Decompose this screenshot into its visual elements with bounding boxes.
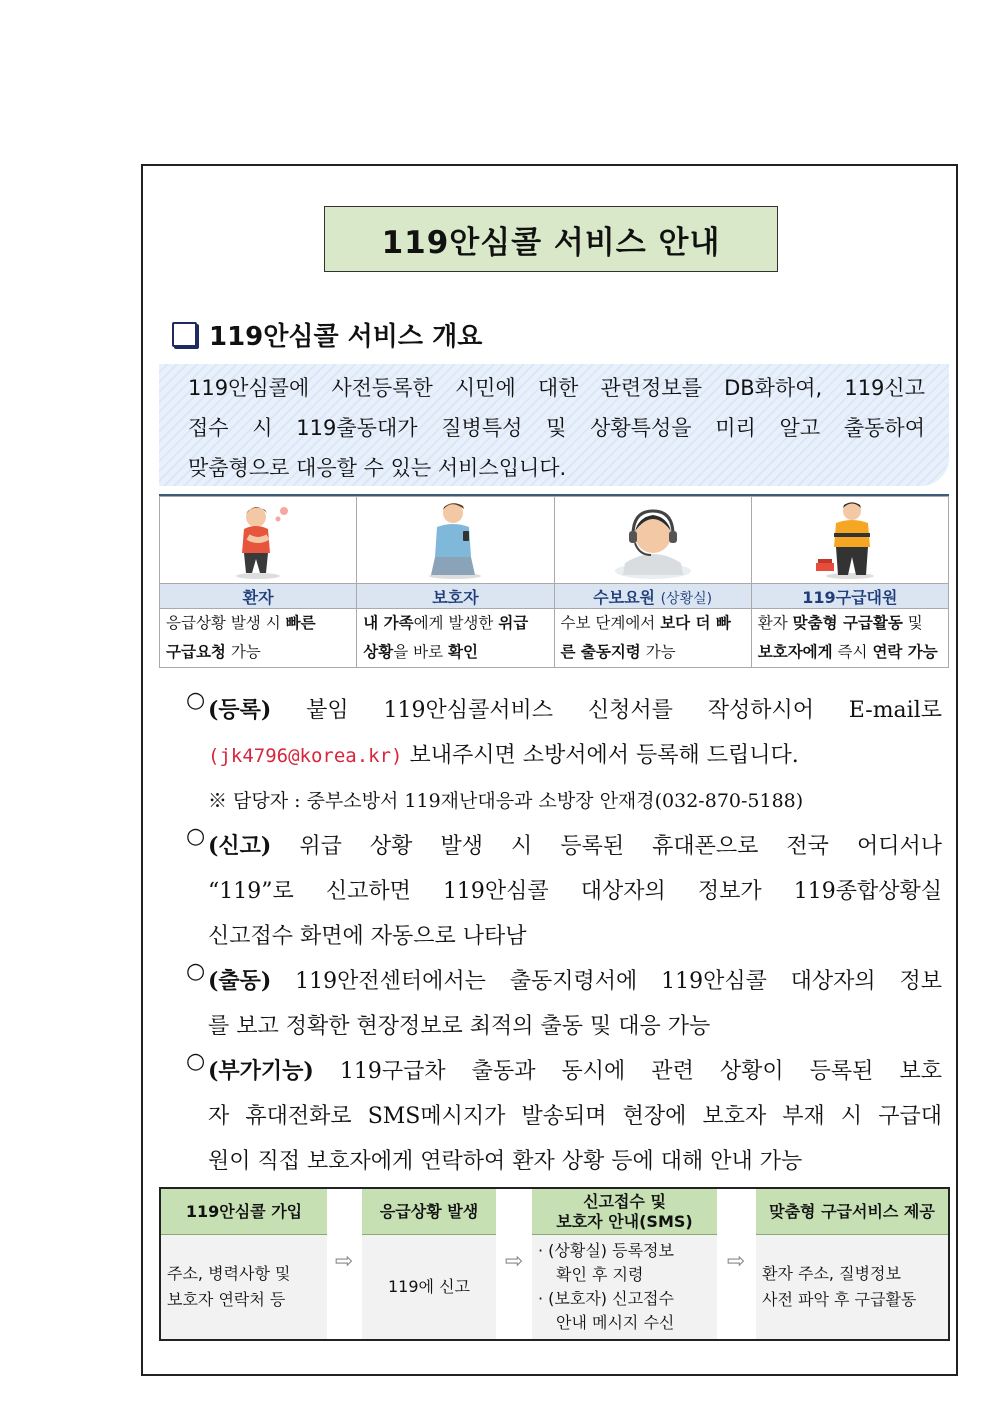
desc-part-bold: 보다 더 빠른 출동지령 xyxy=(560,614,731,661)
desc-part-bold: 연락 가능 xyxy=(872,643,938,661)
flow-step-text: 확인 후 지령 xyxy=(556,1265,644,1284)
role-illustration-cell xyxy=(554,497,751,584)
flow-step-title: 응급상황 발생 xyxy=(362,1189,496,1235)
desc-part-bold: 보호자에게 xyxy=(757,643,833,661)
bullet-tag: (출동) xyxy=(208,968,272,994)
role-label-text: 수보요원 xyxy=(593,587,655,607)
bullet-tag: (등록) xyxy=(208,697,272,723)
contact-note: ※ 담당자 : 중부소방서 119재난대응과 소방장 안재경(032-870-5188) xyxy=(208,790,804,812)
role-label-text: 119구급대원 xyxy=(802,587,898,607)
flow-step-text: 주소, 병력사항 및 xyxy=(167,1264,291,1283)
flow-step-text: · (보호자) 신고접수 xyxy=(538,1289,674,1308)
desc-part: 에게 발생한 xyxy=(413,614,499,632)
role-illustration-cell xyxy=(160,497,357,584)
desc-part: 즉시 xyxy=(832,643,873,661)
email-link[interactable]: (jk4796@korea.kr) xyxy=(208,745,403,767)
overview-line: 접수 시 119출동대가 질병특성 및 상황특성을 미리 알고 출동하여 xyxy=(188,416,925,440)
bullet-tag: (신고) xyxy=(208,833,272,859)
flow-step-text: 119에 신고 xyxy=(388,1277,470,1296)
flow-step-text: 환자 주소, 질병정보 xyxy=(762,1264,901,1283)
flow-step-title-line: 보호자 안내(SMS) xyxy=(556,1211,693,1231)
patient-icon xyxy=(218,497,298,579)
role-description xyxy=(160,609,357,668)
bullet-extra xyxy=(186,1049,942,1184)
role-illustration-cell xyxy=(357,497,554,584)
bullet-circle-icon: ○ xyxy=(186,959,206,984)
role-label-text: 보호자 xyxy=(432,587,479,607)
guardian-icon xyxy=(415,497,495,579)
role-label xyxy=(751,584,948,609)
desc-part-bold: 내 가족 xyxy=(363,614,414,632)
bullet-circle-icon: ○ xyxy=(186,688,206,713)
desc-part-bold: 구급요청 xyxy=(166,643,226,661)
section-heading xyxy=(172,316,482,353)
role-label-text: 환자 xyxy=(242,587,274,607)
flow-step-emergency xyxy=(362,1189,496,1339)
bullet-report xyxy=(186,824,942,959)
desc-part-bold: 맞춤형 구급활동 xyxy=(792,614,903,632)
role-description xyxy=(554,609,751,668)
flow-step-text: 안내 메시지 수신 xyxy=(556,1313,675,1332)
desc-part-bold: 빠른 xyxy=(285,614,316,632)
flow-step-body xyxy=(532,1235,717,1339)
flow-step-text: 사전 파악 후 구급활동 xyxy=(762,1290,917,1309)
flow-step-title: 맞춤형 구급서비스 제공 xyxy=(756,1189,948,1235)
bullet-text: “119”로 신고하면 119안심콜 대상자의 정보가 119종합상황실 xyxy=(208,879,942,904)
flow-step-title: 119안심콜 가입 xyxy=(161,1189,327,1235)
page-title xyxy=(324,206,778,272)
flow-step-text: 보호자 연락처 등 xyxy=(167,1290,286,1309)
roles-table xyxy=(159,496,949,668)
flow-step-title xyxy=(532,1189,717,1235)
bullet-text: 119안전센터에서는 출동지령서에 119안심콜 대상자의 정보 xyxy=(271,969,942,994)
arrow-right-icon: ⇨ xyxy=(504,1249,524,1274)
checkbox-square-icon xyxy=(172,322,197,347)
bullet-circle-icon: ○ xyxy=(186,824,206,849)
desc-part: 가능 xyxy=(640,643,676,661)
desc-part-bold: 위급 상황 xyxy=(363,614,529,661)
bullet-text: 붙임 119안심콜서비스 신청서를 작성하시어 E-mail로 xyxy=(271,698,942,723)
bullet-text: 를 보고 정확한 현장정보로 최적의 출동 및 대응 가능 xyxy=(208,1014,711,1039)
role-label xyxy=(160,584,357,609)
overview-box xyxy=(159,364,949,486)
flow-step-text: · (상황실) 등록정보 xyxy=(538,1241,674,1260)
role-description xyxy=(751,609,948,668)
desc-part: 수보 단계에서 xyxy=(560,614,661,632)
arrow-right-icon: ⇨ xyxy=(334,1249,354,1274)
desc-part: 가능 xyxy=(225,643,261,661)
overview-line: 맞춤형으로 대응할 수 있는 서비스입니다. xyxy=(188,456,567,480)
flow-step-title-line: 신고접수 및 xyxy=(583,1191,666,1211)
flow-step-service xyxy=(756,1189,948,1339)
bullet-text: 자 휴대전화로 SMS메시지가 발송되며 현장에 보호자 부재 시 구급대 xyxy=(208,1104,942,1129)
section-heading-text: 119안심콜 서비스 개요 xyxy=(209,322,483,352)
page-title-text: 119안심콜 서비스 안내 xyxy=(381,224,721,261)
overview-line: 119안심콜에 사전등록한 시민에 대한 관련정보를 DB화하여, 119신고 xyxy=(188,376,925,400)
role-label xyxy=(357,584,554,609)
bullet-text: 119구급차 출동과 동시에 관련 상황이 등록된 보호 xyxy=(313,1059,942,1084)
role-description xyxy=(357,609,554,668)
flow-step-join xyxy=(161,1189,327,1339)
bullet-register xyxy=(186,688,942,824)
desc-part: 환자 xyxy=(757,614,793,632)
flow-step-body xyxy=(362,1235,496,1339)
bullet-circle-icon: ○ xyxy=(186,1049,206,1074)
role-label-sub: (상황실) xyxy=(660,590,713,607)
role-illustration-cell xyxy=(751,497,948,584)
bullet-text: 보내주시면 소방서에서 등록해 드립니다. xyxy=(402,743,799,768)
flow-step-receipt xyxy=(532,1189,717,1339)
bullet-text: 위급 상황 발생 시 등록된 휴대폰으로 전국 어디서나 xyxy=(271,834,942,859)
bullet-tag: (부가기능) xyxy=(208,1058,314,1084)
role-label xyxy=(554,584,751,609)
bullet-list xyxy=(186,688,942,1184)
desc-part-bold: 확인 xyxy=(447,643,478,661)
process-flow xyxy=(159,1187,950,1341)
bullet-text: 신고접수 화면에 자동으로 나타남 xyxy=(208,924,527,949)
bullet-dispatch xyxy=(186,959,942,1049)
bullet-text: 원이 직접 보호자에게 연락하여 환자 상황 등에 대해 안내 가능 xyxy=(208,1149,803,1174)
paramedic-icon xyxy=(810,497,890,579)
desc-part: 및 xyxy=(902,614,923,632)
dispatcher-icon xyxy=(611,497,695,579)
arrow-right-icon: ⇨ xyxy=(726,1249,746,1274)
desc-part: 응급상황 발생 시 xyxy=(166,614,286,632)
flow-step-body xyxy=(161,1235,327,1339)
desc-part: 을 바로 xyxy=(393,643,448,661)
flow-step-body xyxy=(756,1235,948,1339)
